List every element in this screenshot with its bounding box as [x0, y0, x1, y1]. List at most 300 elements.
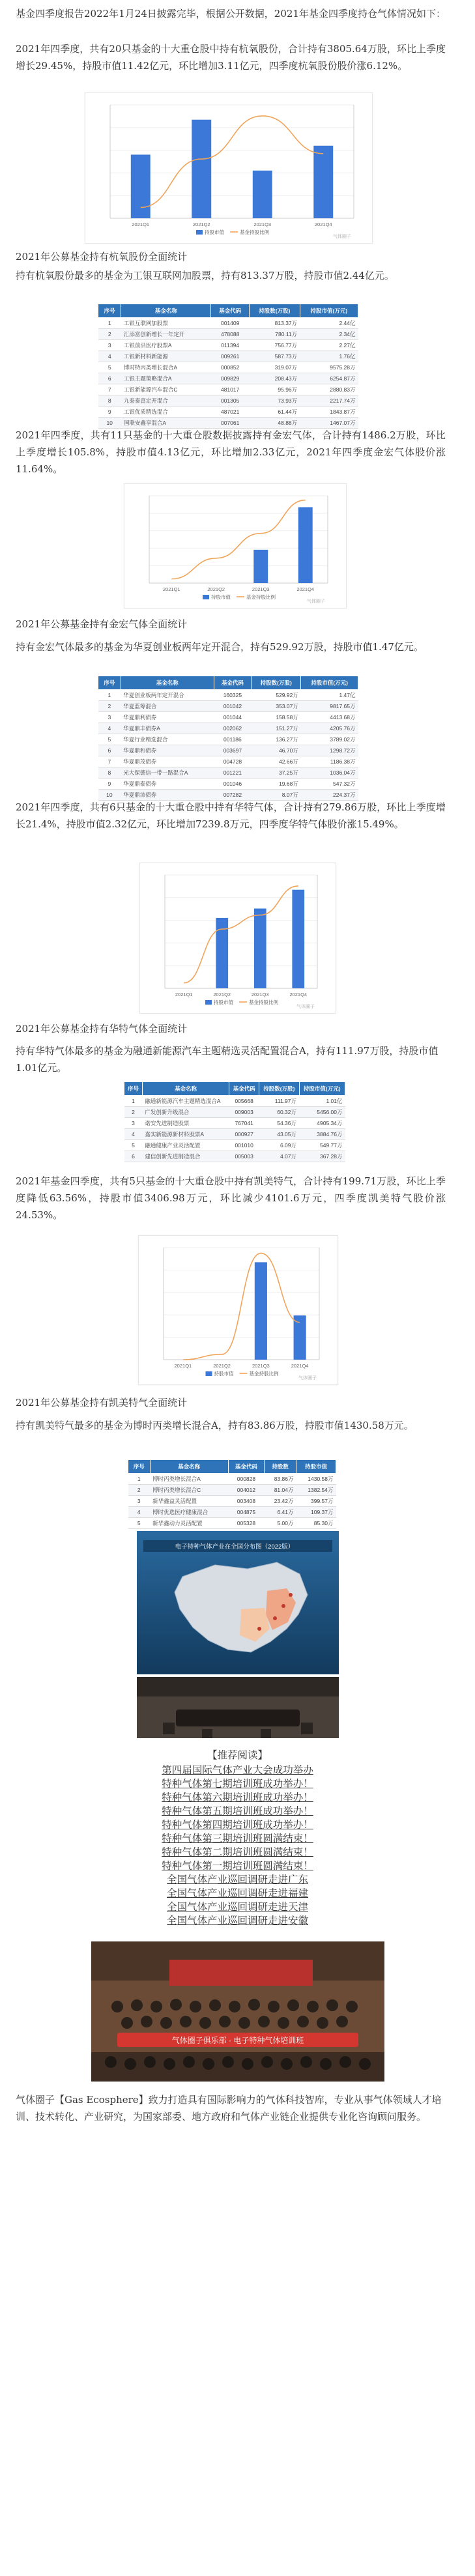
section2-paragraph: 2021年四季度，共有11只基金的十大重仓股数据披露持有金宏气体，合计持有1486.2万股，环比上季度增长105.8%，持股市值4.13亿元，环比增加2.33亿元，2021年四季度金宏气体股价涨11.64%。 — [16, 429, 446, 475]
table-cell: 汇添富创新增长一年定开 — [121, 329, 211, 340]
table-cell: 1382.54万 — [296, 1485, 336, 1496]
table-cell: 160325 — [214, 690, 251, 701]
x-tick-label: 2021Q1 — [162, 586, 180, 592]
table-cell: 2 — [128, 1485, 151, 1496]
table-cell: 4205.76万 — [301, 723, 358, 734]
table-cell: 481017 — [211, 384, 249, 395]
meeting-room-image — [137, 1677, 339, 1738]
chart-svg — [139, 1236, 338, 1384]
table-cell: 756.77万 — [249, 340, 300, 351]
table-cell: 5.00万 — [265, 1518, 296, 1529]
legend-label: 持股市值 — [214, 1371, 234, 1377]
x-tick-label: 2021Q3 — [252, 586, 270, 592]
table-cell: 4905.34万 — [299, 1118, 345, 1129]
table-cell: 000828 — [228, 1474, 265, 1485]
table-cell: 487021 — [211, 407, 249, 418]
table-cell: 001044 — [214, 712, 251, 723]
recommend-link[interactable]: 特种气体第三期培训班圆满结束！ — [162, 1833, 313, 1844]
table-row — [124, 1107, 345, 1118]
legend-swatch-bar — [206, 1371, 212, 1376]
table-cell: 3 — [128, 1496, 151, 1507]
table-cell: 000927 — [229, 1129, 259, 1140]
section3-caption: 2021年公募基金持有华特气体全面统计 — [16, 1023, 188, 1035]
series-line — [184, 886, 298, 983]
table-row — [98, 690, 358, 701]
table-cell: 151.27万 — [252, 723, 301, 734]
table-row — [98, 779, 358, 790]
table-header-cell: 基金名称 — [142, 1082, 229, 1096]
table-kaimeite — [128, 1459, 336, 1529]
table-cell: 2 — [124, 1107, 143, 1118]
x-tick-label: 2021Q4 — [291, 1363, 309, 1369]
series-line — [183, 1253, 300, 1360]
series-line — [171, 500, 306, 579]
table-cell: 004728 — [214, 756, 251, 767]
table-cell: 001305 — [211, 395, 249, 407]
table-cell: 19.68万 — [252, 779, 301, 790]
group-photo-illustration — [91, 1941, 384, 2082]
table-cell: 208.43万 — [249, 373, 300, 384]
table-cell: 001186 — [214, 734, 251, 745]
chart-svg — [124, 484, 346, 608]
table-cell: 光大保德信一带一路混合A — [121, 767, 214, 779]
table-header-cell: 持股市值(万元) — [299, 1082, 345, 1096]
table-header-cell: 基金代码 — [211, 304, 249, 318]
table-cell: 1 — [124, 1096, 143, 1107]
table-huate — [124, 1081, 345, 1162]
table-cell: 5 — [124, 1140, 143, 1151]
table-row — [98, 362, 358, 373]
map-dot — [273, 1616, 277, 1620]
table-cell: 003408 — [228, 1496, 265, 1507]
table-cell: 建信创新先进制造混合 — [142, 1151, 229, 1162]
table-hangyang — [98, 304, 358, 429]
x-tick-label: 2021Q4 — [314, 222, 332, 227]
table-cell: 001046 — [214, 779, 251, 790]
table-cell: 005328 — [228, 1518, 265, 1529]
map-dot — [257, 1627, 261, 1631]
table-cell: 6 — [124, 1151, 143, 1162]
x-tick-label: 2021Q3 — [253, 222, 272, 227]
table-cell: 319.07万 — [249, 362, 300, 373]
table-cell: 8 — [98, 767, 121, 779]
table-cell: 549.77万 — [299, 1140, 345, 1151]
table-row — [98, 767, 358, 779]
table-cell: 2.27亿 — [300, 340, 358, 351]
section3-paragraph: 2021年四季度，共有6只基金的十大重仓股中持有华特气体，合计持有279.86万股，环比上季度增长21.4%，持股市值2.32亿元，环比增加7239.8万元，四季度华特气体股价涨15.49%。 — [16, 801, 446, 830]
table-cell: 华夏鼎泰债券 — [121, 779, 214, 790]
recommend-link[interactable]: 特种气体第六期培训班成功举办！ — [162, 1792, 313, 1803]
table-cell: 融通新能源汽车主题精选混合A — [142, 1096, 229, 1107]
x-tick-label: 2021Q1 — [175, 992, 193, 997]
chart-svg — [85, 93, 372, 243]
table-cell: 3 — [98, 712, 121, 723]
table-row — [98, 384, 358, 395]
table-cell: 011394 — [211, 340, 249, 351]
x-tick-label: 2021Q2 — [213, 992, 231, 997]
table-cell: 004012 — [228, 1485, 265, 1496]
recommend-link[interactable]: 特种气体第一期培训班圆满结束！ — [162, 1860, 313, 1872]
section2-caption: 2021年公募基金持有金宏气体全面统计 — [16, 618, 188, 630]
x-tick-label: 2021Q1 — [174, 1363, 192, 1369]
map-title: 电子特种气体产业在全国分布图（2022版） — [175, 1543, 295, 1551]
table-cell: 9 — [98, 779, 121, 790]
table-cell: 224.37万 — [301, 790, 358, 801]
table-cell: 6 — [98, 745, 121, 756]
table-cell: 3789.02万 — [301, 734, 358, 745]
table-header-cell: 持股市值 — [296, 1460, 336, 1474]
table-row — [98, 329, 358, 340]
table-row — [128, 1474, 336, 1485]
table-cell: 5 — [98, 734, 121, 745]
table-cell: 7 — [98, 756, 121, 767]
table-header-cell: 序号 — [98, 676, 121, 690]
x-tick-label: 2021Q4 — [296, 586, 315, 592]
table-cell: 48.88万 — [249, 418, 300, 429]
chart-huate — [139, 863, 336, 1014]
map-illustration — [137, 1531, 339, 1674]
table-cell: 37.25万 — [252, 767, 301, 779]
table-cell: 1 — [98, 318, 121, 329]
table-cell: 9817.65万 — [301, 701, 358, 712]
table-header-cell: 持股数(万股) — [259, 1082, 299, 1096]
table-cell: 诺安先进制造股票 — [142, 1118, 229, 1129]
legend-swatch-bar — [196, 230, 203, 235]
table-header-cell: 基金代码 — [214, 676, 251, 690]
table-row — [98, 373, 358, 384]
table-cell: 2217.74万 — [300, 395, 358, 407]
legend-label: 持股市值 — [214, 999, 233, 1005]
table-row — [128, 1507, 336, 1518]
table-cell: 4.07万 — [259, 1151, 299, 1162]
table-cell: 融通健康产业灵活配置 — [142, 1140, 229, 1151]
legend-swatch-bar — [203, 595, 209, 599]
bar — [255, 1262, 267, 1360]
table-cell: 1186.38万 — [301, 756, 358, 767]
table-cell: 工银前沿医疗股票A — [121, 340, 211, 351]
table-header-cell: 持股数 — [265, 1460, 296, 1474]
intro-paragraph: 基金四季度报告2022年1月24日披露完毕，根据公开数据，2021年基金四季度持仓气体情况如下： — [16, 8, 446, 20]
bar — [298, 507, 313, 583]
table-cell: 85.30万 — [296, 1518, 336, 1529]
x-tick-label: 2021Q2 — [213, 1363, 231, 1369]
table-cell: 博时丙类增长混合C — [150, 1485, 228, 1496]
bar — [254, 909, 266, 988]
table-cell: 54.36万 — [259, 1118, 299, 1129]
table-cell: 华夏鼎沛债券 — [121, 790, 214, 801]
section1-table-caption: 持有杭氧股份最多的基金为工银互联网加股票，持有813.37万股，持股市值2.44亿元。 — [16, 270, 394, 281]
table-jinhong — [98, 676, 358, 801]
table-cell: 478088 — [211, 329, 249, 340]
table-cell: 国联安鑫享混合A — [121, 418, 211, 429]
bar — [313, 146, 333, 218]
table-cell: 3 — [98, 340, 121, 351]
table-cell: 6 — [98, 373, 121, 384]
series-line — [141, 116, 324, 208]
x-tick-label: 2021Q3 — [251, 992, 269, 997]
table-cell: 007061 — [211, 418, 249, 429]
table-row — [98, 351, 358, 362]
table-cell: 46.70万 — [252, 745, 301, 756]
section3-table-caption: 持有华特气体最多的基金为融通新能源汽车主题精选灵活配置混合A，持有111.97万股，持股市值1.01亿元。 — [16, 1045, 439, 1074]
table-cell: 4 — [98, 723, 121, 734]
table-cell: 95.96万 — [249, 384, 300, 395]
table-cell: 华夏鼎利债券 — [121, 712, 214, 723]
table-cell: 5 — [98, 362, 121, 373]
table-cell: 42.66万 — [252, 756, 301, 767]
table-row — [124, 1129, 345, 1140]
table-cell: 8 — [98, 395, 121, 407]
table-row — [98, 395, 358, 407]
chart-svg — [140, 863, 336, 1013]
section1-paragraph: 2021年四季度，共有20只基金的十大重仓股中持有杭氧股份，合计持有3805.64万股，环比上季度增长29.45%，持股市值11.42亿元，环比增加3.11亿元，四季度杭氧股份股价涨6.12%。 — [16, 43, 446, 72]
table-cell: 5456.00万 — [299, 1107, 345, 1118]
chart-jinhong — [124, 483, 347, 608]
table-header-cell: 序号 — [128, 1460, 151, 1474]
table-cell: 6.41万 — [265, 1507, 296, 1518]
table-cell: 60.32万 — [259, 1107, 299, 1118]
table-cell: 华夏鼎茂债券 — [121, 756, 214, 767]
bar — [253, 171, 272, 218]
table-cell: 6.09万 — [259, 1140, 299, 1151]
table-cell: 10 — [98, 418, 121, 429]
table-cell: 158.58万 — [252, 712, 301, 723]
table-cell: 1.47亿 — [301, 690, 358, 701]
table-cell: 111.97万 — [259, 1096, 299, 1107]
table-cell: 4413.68万 — [301, 712, 358, 723]
table-cell: 813.37万 — [249, 318, 300, 329]
recommend-link[interactable]: 全国气体产业巡回调研走进安徽 — [166, 1915, 308, 1926]
legend-label: 持股市值 — [205, 229, 224, 235]
table-cell: 华夏创业板两年定开混合 — [121, 690, 214, 701]
table-cell: 1 — [98, 690, 121, 701]
recommend-title: 【推荐阅读】 — [207, 1749, 268, 1761]
table-cell: 61.44万 — [249, 407, 300, 418]
table-cell: 华夏鼎丰债券A — [121, 723, 214, 734]
table-cell: 新华鑫动力灵活配置 — [150, 1518, 228, 1529]
table-cell: 23.42万 — [265, 1496, 296, 1507]
table-cell: 001221 — [214, 767, 251, 779]
table-cell: 2 — [98, 701, 121, 712]
table-row — [98, 340, 358, 351]
gas-map-image — [137, 1531, 339, 1674]
section4-paragraph: 2021年基金四季度，共有5只基金的十大重仓股中持有凯美特气，合计持有199.71万股，环比上季度降低63.56%，持股市值3406.98万元，环比减少4101.6万元，四季度凯美特气股价涨24.53%。 — [16, 1175, 446, 1221]
table-cell: 4 — [124, 1129, 143, 1140]
table-cell: 3 — [124, 1118, 143, 1129]
table-row — [98, 318, 358, 329]
table-cell: 136.27万 — [252, 734, 301, 745]
table-cell: 009003 — [229, 1107, 259, 1118]
table-cell: 002062 — [214, 723, 251, 734]
table-cell: 7 — [98, 384, 121, 395]
table-cell: 6254.87万 — [300, 373, 358, 384]
legend-label: 基金持股比例 — [249, 999, 278, 1005]
table-header-cell: 持股市值(万元) — [300, 304, 358, 318]
table-cell: 9 — [98, 407, 121, 418]
table-cell: 2 — [98, 329, 121, 340]
section4-table-caption: 持有凯美特气最多的基金为博时丙类增长混合A，持有83.86万股，持股市值1430.58万元。 — [16, 1420, 414, 1431]
recommend-link[interactable]: 特种气体第二期培训班圆满结束！ — [162, 1846, 313, 1858]
watermark: 气体圈子 — [307, 599, 325, 604]
watermark: 气体圈子 — [298, 1376, 317, 1381]
table-header-cell: 基金名称 — [121, 676, 214, 690]
table-cell: 1 — [128, 1474, 151, 1485]
table-cell: 1.01亿 — [299, 1096, 345, 1107]
table-cell: 001010 — [229, 1140, 259, 1151]
table-cell: 华夏行业精选混合 — [121, 734, 214, 745]
section1-caption: 2021年公募基金持有杭氧股份全面统计 — [16, 251, 188, 263]
table-cell: 001042 — [214, 701, 251, 712]
watermark: 气体圈子 — [333, 235, 351, 239]
table-cell: 000852 — [211, 362, 249, 373]
table-row — [124, 1118, 345, 1129]
x-tick-label: 2021Q2 — [207, 586, 225, 592]
table-row — [98, 734, 358, 745]
table-cell: 8.07万 — [252, 790, 301, 801]
table-header-cell: 基金代码 — [228, 1460, 265, 1474]
bar — [131, 154, 151, 218]
table-cell: 1298.72万 — [301, 745, 358, 756]
table-row — [128, 1496, 336, 1507]
table-header-cell: 基金名称 — [121, 304, 211, 318]
table-cell: 001409 — [211, 318, 249, 329]
table-cell: 109.37万 — [296, 1507, 336, 1518]
table-cell: 767041 — [229, 1118, 259, 1129]
meeting-room-illustration — [137, 1677, 339, 1738]
map-dot — [289, 1593, 293, 1597]
bar — [253, 550, 268, 583]
legend-label: 基金持股比例 — [246, 594, 276, 600]
table-cell: 嘉实新能源新材料股票A — [142, 1129, 229, 1140]
table-cell: 9575.28万 — [300, 362, 358, 373]
table-row — [128, 1485, 336, 1496]
table-header-cell: 持股数(万股) — [249, 304, 300, 318]
table-row — [98, 756, 358, 767]
table-cell: 1430.58万 — [296, 1474, 336, 1485]
table-cell: 华夏蓝筹混合 — [121, 701, 214, 712]
table-cell: 工银优质精选混合 — [121, 407, 211, 418]
table-row — [128, 1518, 336, 1529]
table-cell: 587.73万 — [249, 351, 300, 362]
table-row — [98, 745, 358, 756]
recommend-link[interactable]: 全国气体产业巡回调研走进福建 — [166, 1887, 308, 1899]
table-cell: 004875 — [228, 1507, 265, 1518]
chart-kaimeite — [138, 1235, 338, 1385]
table-header-cell: 持股市值(万元) — [301, 676, 358, 690]
x-tick-label: 2021Q3 — [252, 1363, 270, 1369]
table-cell: 5 — [128, 1518, 151, 1529]
section4-caption: 2021年公募基金持有凯美特气全面统计 — [16, 1397, 188, 1409]
footer-paragraph: 气体圈子【Gas Ecosphere】致力打造具有国际影响力的气体科技智库，专业从事气体领域人才培训、技术转化、产业研究，为国家部委、地方政府和气体产业链企业提供专业化咨询顾问服务。 — [16, 2094, 442, 2123]
table-row — [124, 1151, 345, 1162]
table-header-cell: 序号 — [124, 1082, 143, 1096]
table-cell: 4 — [98, 351, 121, 362]
table-cell: 780.11万 — [249, 329, 300, 340]
table-cell: 2.44亿 — [300, 318, 358, 329]
table-cell: 3884.76万 — [299, 1129, 345, 1140]
table-cell: 工银主题策略混合A — [121, 373, 211, 384]
table-cell: 43.05万 — [259, 1129, 299, 1140]
table-cell: 529.92万 — [252, 690, 301, 701]
table-header-cell: 基金代码 — [229, 1082, 259, 1096]
table-cell: 005003 — [229, 1151, 259, 1162]
section2-table-caption: 持有金宏气体最多的基金为华夏创业板两年定开混合，持有529.92万股，持股市值1.47亿元。 — [16, 641, 424, 653]
table-cell: 1843.87万 — [300, 407, 358, 418]
recommend-link[interactable]: 特种气体第四期培训班成功举办！ — [162, 1819, 313, 1831]
recommend-link[interactable]: 特种气体第七期培训班成功举办！ — [162, 1778, 313, 1790]
table-cell: 博时特丙类增长混合A — [121, 362, 211, 373]
table-cell: 华夏鼎和债券 — [121, 745, 214, 756]
table-row — [98, 723, 358, 734]
table-header-cell: 基金名称 — [150, 1460, 228, 1474]
table-cell: 4 — [128, 1507, 151, 1518]
table-row — [98, 712, 358, 723]
recommend-link[interactable]: 全国气体产业巡回调研走进天津 — [166, 1901, 308, 1913]
table-cell: 009829 — [211, 373, 249, 384]
table-cell: 83.86万 — [265, 1474, 296, 1485]
x-tick-label: 2021Q2 — [192, 222, 210, 227]
table-row — [98, 701, 358, 712]
table-cell: 81.04万 — [265, 1485, 296, 1496]
group-photo — [91, 1941, 384, 2082]
table-cell: 2.34亿 — [300, 329, 358, 340]
legend-swatch-bar — [205, 1000, 212, 1005]
table-cell: 博时丙类增长混合A — [150, 1474, 228, 1485]
table-cell: 1036.04万 — [301, 767, 358, 779]
table-cell: 547.32万 — [301, 779, 358, 790]
x-tick-label: 2021Q1 — [132, 222, 150, 227]
table-header-cell: 序号 — [98, 304, 121, 318]
table-cell: 九泰泰富定开混合 — [121, 395, 211, 407]
table-cell: 73.93万 — [249, 395, 300, 407]
table-row — [98, 407, 358, 418]
recommend-link[interactable]: 特种气体第五期培训班成功举办！ — [162, 1805, 313, 1817]
x-tick-label: 2021Q4 — [289, 992, 308, 997]
table-cell: 工银新材料新能源 — [121, 351, 211, 362]
table-row — [124, 1096, 345, 1107]
recommend-link[interactable]: 全国气体产业巡回调研走进广东 — [166, 1874, 308, 1885]
table-row — [124, 1140, 345, 1151]
table-cell: 工银新能源汽车混合C — [121, 384, 211, 395]
table-cell: 003697 — [214, 745, 251, 756]
legend-label: 基金持股比例 — [240, 229, 269, 235]
group-banner-text: 气体圈子俱乐部 · 电子特种气体培训班 — [171, 2036, 304, 2045]
table-cell: 10 — [98, 790, 121, 801]
table-cell: 1467.07万 — [300, 418, 358, 429]
table-cell: 1.76亿 — [300, 351, 358, 362]
table-cell: 广发创新升级混合 — [142, 1107, 229, 1118]
table-cell: 009261 — [211, 351, 249, 362]
table-cell: 367.28万 — [299, 1151, 345, 1162]
chart-hangyang — [85, 93, 373, 244]
watermark: 气体圈子 — [296, 1005, 315, 1009]
table-cell: 399.57万 — [296, 1496, 336, 1507]
map-dot — [281, 1604, 285, 1608]
table-cell: 工银互联网加股票 — [121, 318, 211, 329]
table-cell: 007282 — [214, 790, 251, 801]
bar — [292, 890, 304, 988]
legend-label: 持股市值 — [211, 594, 231, 600]
table-cell: 新华鑫益灵活配置 — [150, 1496, 228, 1507]
table-cell: 博时优选医疗健康混合 — [150, 1507, 228, 1518]
table-cell: 005668 — [229, 1096, 259, 1107]
table-header-cell: 持股数(万股) — [252, 676, 301, 690]
legend-label: 基金持股比例 — [249, 1371, 279, 1377]
recommend-link[interactable]: 第四届国际气体产业大会成功举办 — [162, 1764, 313, 1776]
table-cell: 353.07万 — [252, 701, 301, 712]
table-cell: 2880.83万 — [300, 384, 358, 395]
bar — [192, 120, 211, 218]
